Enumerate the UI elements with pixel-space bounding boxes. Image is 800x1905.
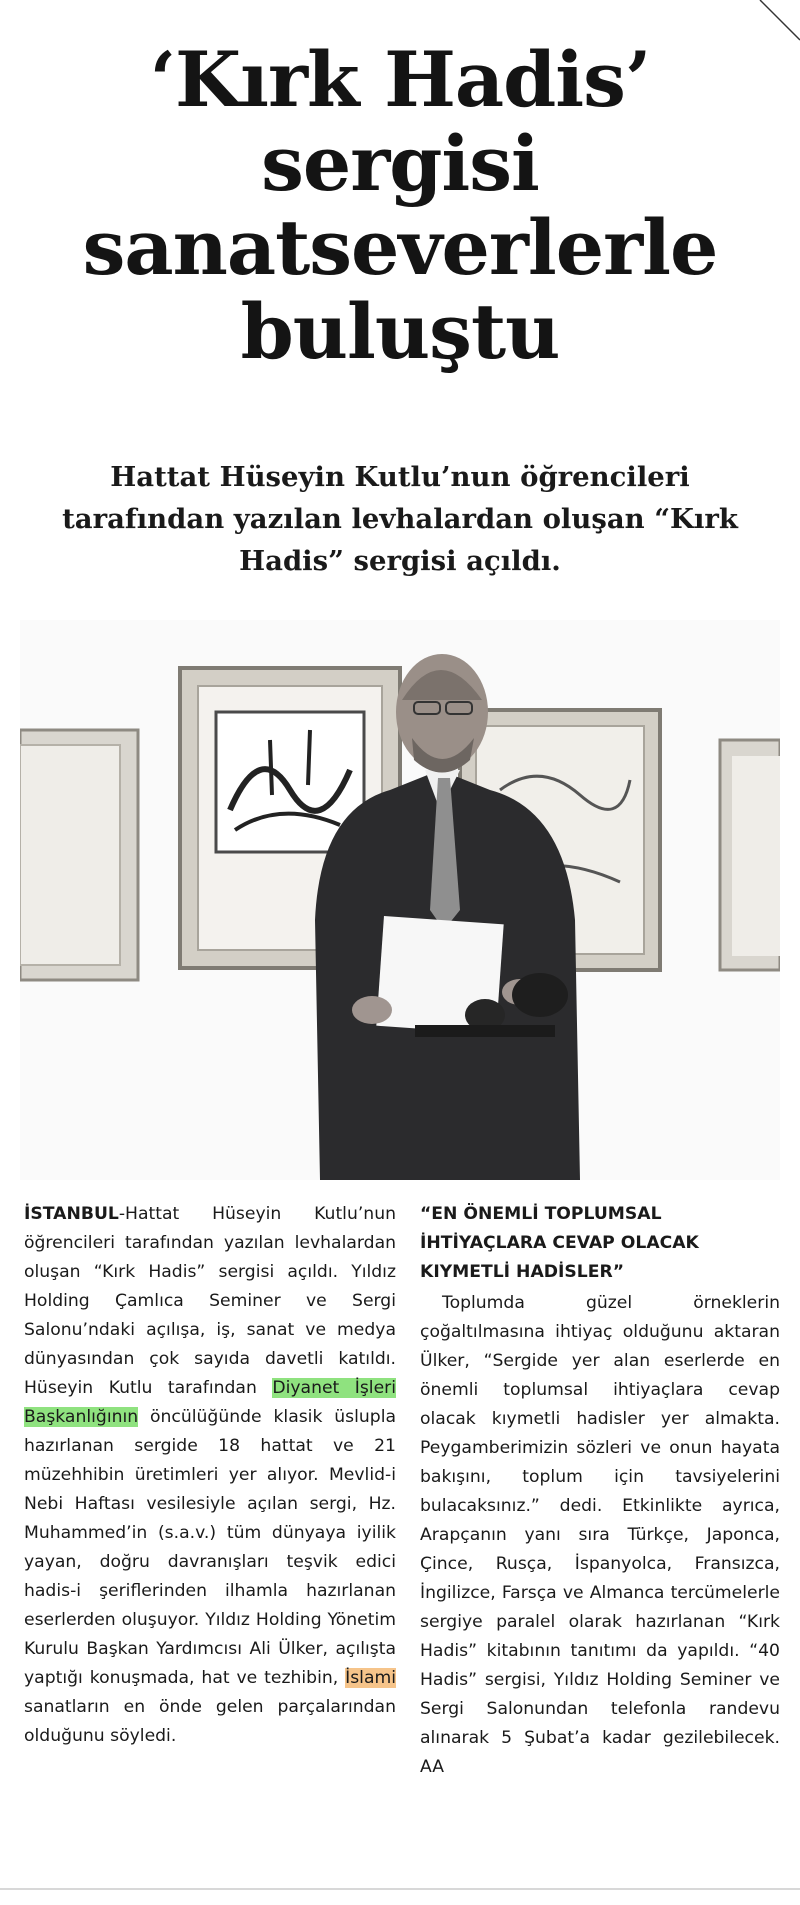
body-right-column [420, 1200, 780, 1782]
highlight-green: Diyanet İşleri Başkanlığının [24, 1378, 397, 1427]
section-subhead: “EN ÖNEMLİ TOPLUMSAL İHTİYAÇLARA CEVAP OLACAK KIYMETLİ HADİSLER” [420, 1204, 699, 1282]
deck-subtitle: Hattat Hüseyin Kutlu’nun öğrencileri tarafından yazılan levhalardan oluşan “Kırk Hadis” sergisi açıldı. [62, 461, 738, 577]
bottom-rule [0, 1888, 800, 1890]
dateline: İSTANBUL [24, 1204, 119, 1224]
body-text-3: sanatların en önde gelen parçalarından olduğunu söyledi. [24, 1697, 396, 1746]
source-credit: AA [420, 1757, 444, 1777]
body-paragraph: Toplumda güzel örneklerin çoğaltılmasına ihtiyaç olduğunu aktaran Ülker, “Sergide yer alan eserlerde en önemli toplumsal ihtiyaçlara cevap olacak kıymetli hadisler yer almakta. Peygamberimizin sözleri ve onun hayata bakışını, toplum için tavsiyelerini bulacaksınız.” dedi. Etkinlikte ayrıca, Arapçanın yanı sıra Türkçe, Japonca, Çince, Rusça, İspanyolca, Fransızca, İngilizce, Farsça ve Almanca tercümelerle sergiye paralel olarak hazırlanan “Kırk Hadis” kitabının tanıtımı da yapıldı. “40 Hadis” sergisi, Yıldız Holding Seminer ve Sergi Salonundan telefonla randevu alınarak 5 Şubat’a kadar gezilebilecek. [420, 1293, 780, 1748]
headline: ‘Kırk Hadis’ sergisi sanatseverlerle buluştu [82, 35, 718, 376]
body-left-column [24, 1200, 396, 1751]
body-text-2: öncülüğünde klasik üslupla hazırlanan sergide 18 hattat ve 21 müzehhibin üretimleri yer alıyor. Mevlid-i Nebi Haftası vesilesiyle açılan sergi, Hz. Muhammed’in (s.a.v.) tüm dünyaya iyilik yayan, doğru davranışları teşvik edici hadis-i şeriflerinden ilhamla hazırlanan eserlerden oluşuyor. Yıldız Holding Yönetim Kurulu Başkan Yardımcısı Ali Ülker, açılışta yaptığı konuşmada, hat ve tezhibin, [24, 1407, 396, 1688]
article-photo [20, 620, 780, 1180]
highlight-orange: İslami [345, 1668, 396, 1688]
body-text-1: -Hattat Hüseyin Kutlu’nun öğrencileri tarafından yazılan levhalardan oluşan “Kırk Hadis” sergisi açıldı. Yıldız Holding Çamlıca Seminer ve Sergi Salonu’ndaki açılışa, iş, sanat ve medya dünyasından çok sayıda davetli katıldı. Hüseyin Kutlu tarafından [24, 1204, 396, 1398]
